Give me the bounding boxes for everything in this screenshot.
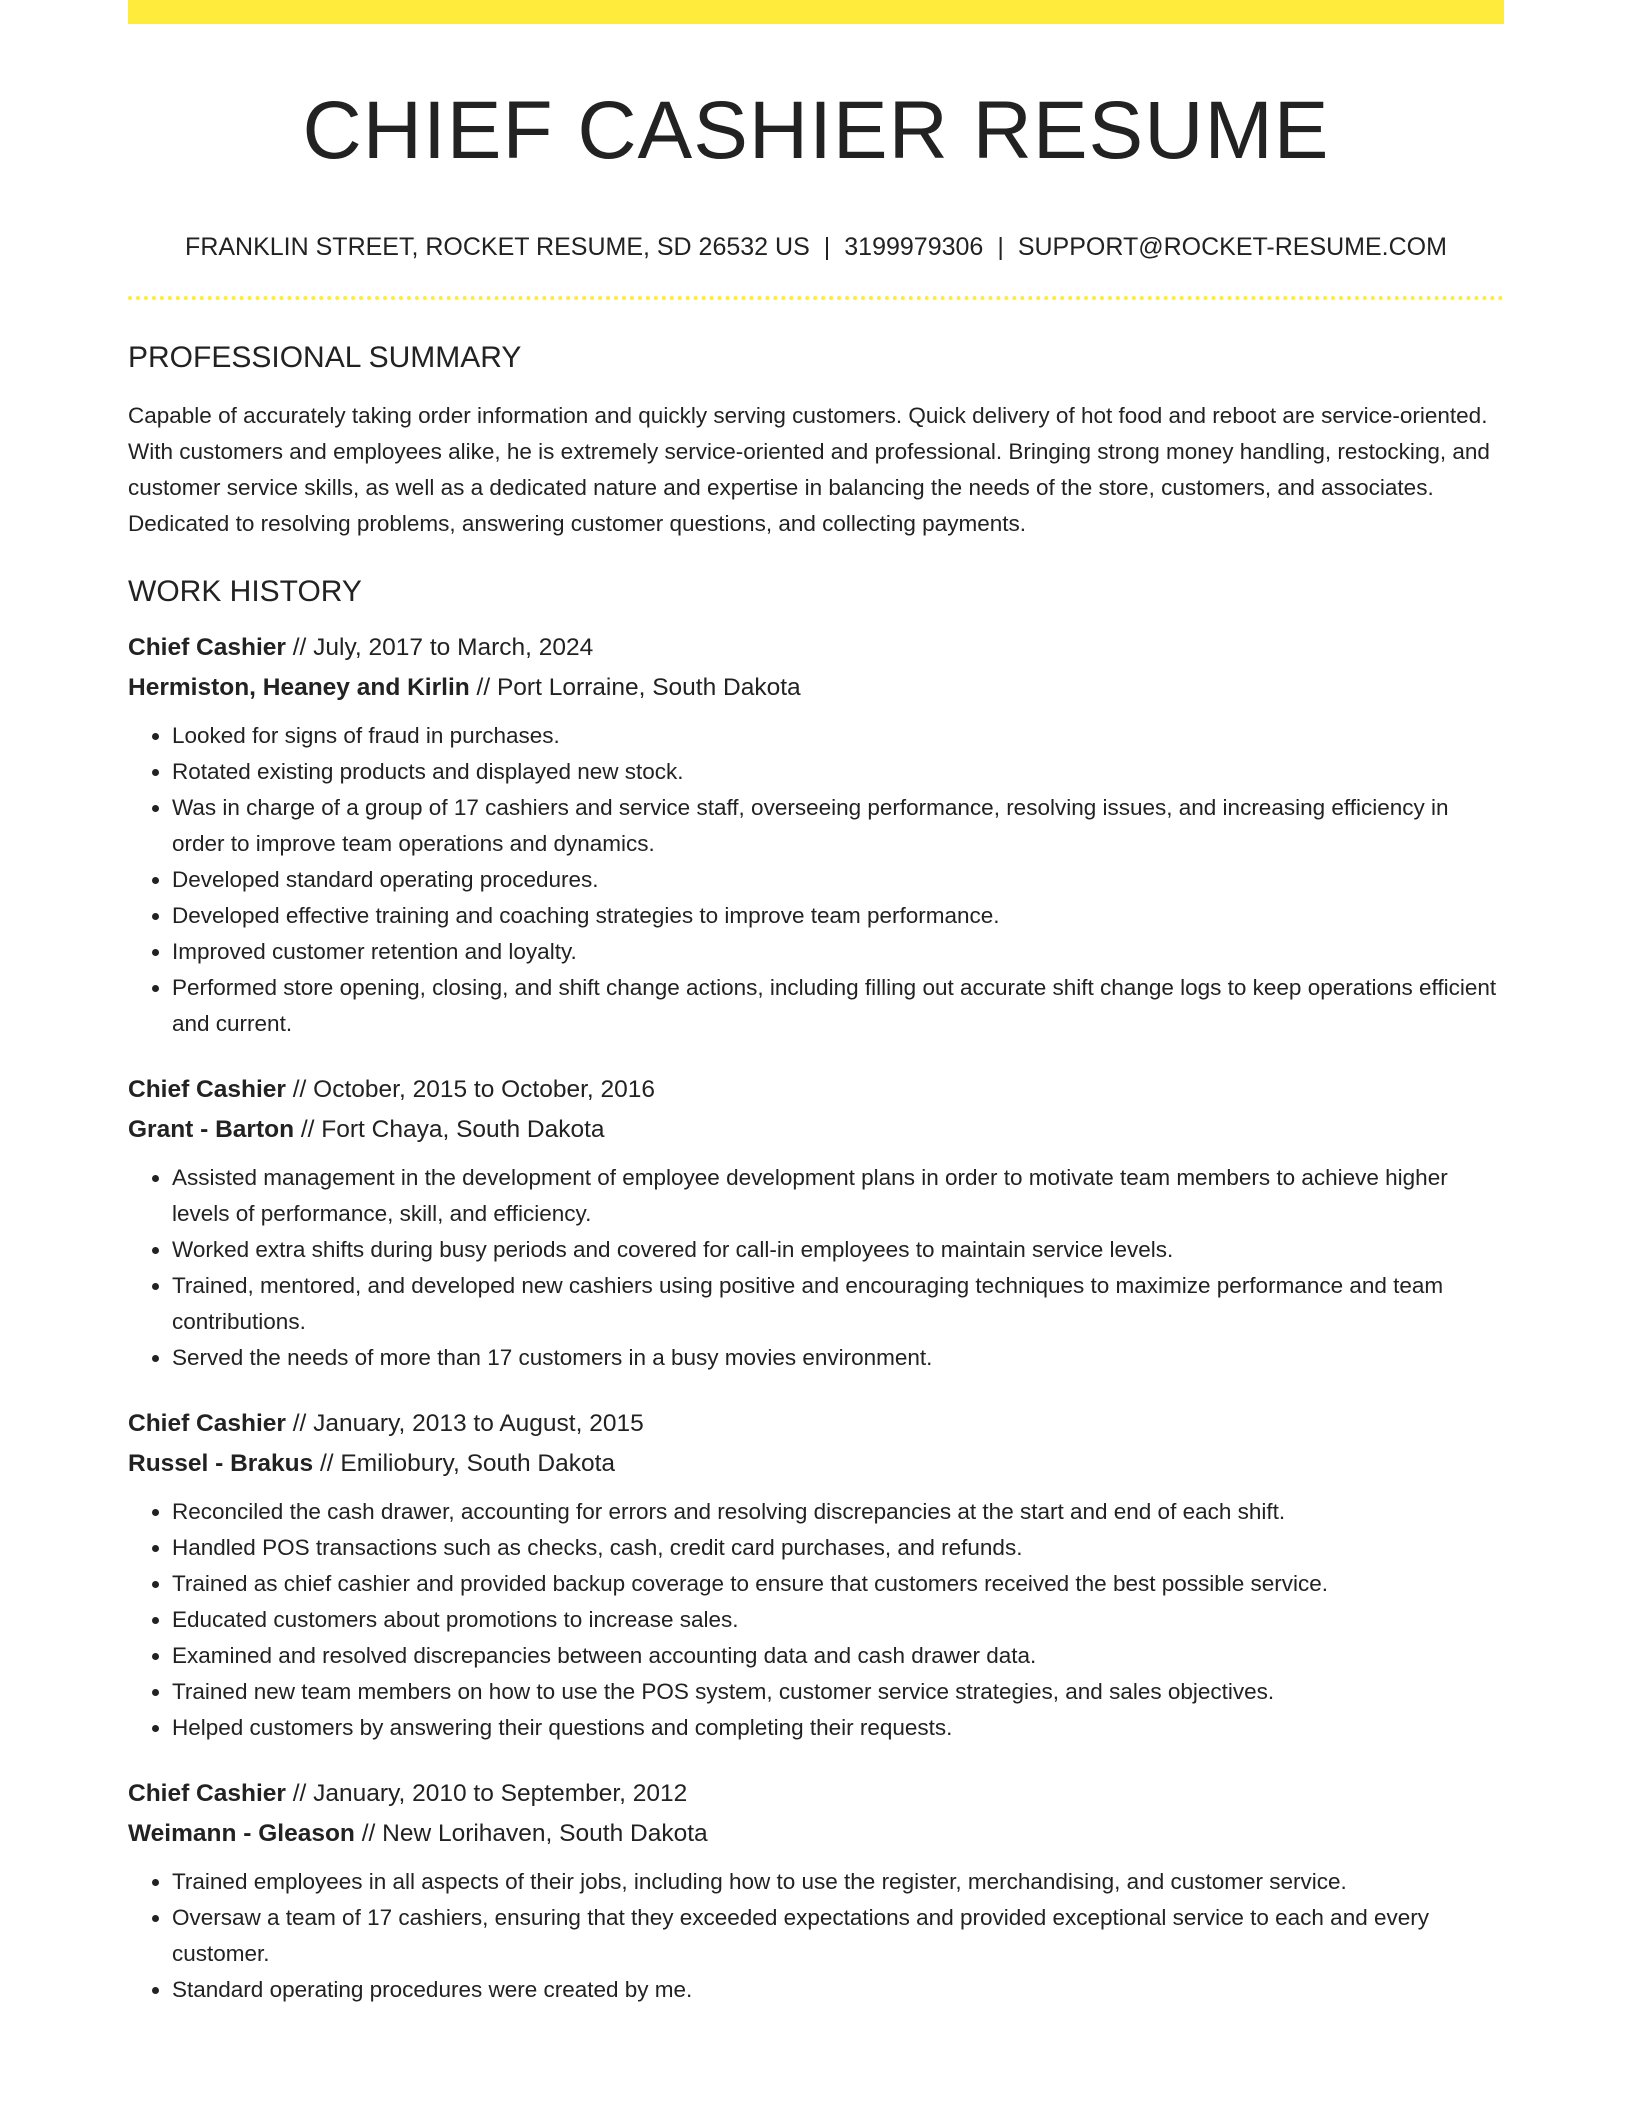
list-item: • Trained employees in all aspects of their jobs, including how to use the register, merchandising, and customer service. <box>172 1864 1504 1900</box>
list-item: • Developed effective training and coaching strategies to improve team performance. <box>172 898 1504 934</box>
job-title: Chief Cashier <box>128 1076 286 1104</box>
job-entry <box>128 1070 1504 1376</box>
list-item: • Reconciled the cash drawer, accounting for errors and resolving discrepancies at the start and end of each shift. <box>172 1494 1504 1530</box>
list-item: • Rotated existing products and displayed new stock. <box>172 754 1504 790</box>
summary-text: Capable of accurately taking order information and quickly serving customers. Quick delivery of hot food and reboot are service-oriented. With customers and employees alike, he is extremely service-oriented and professional. Bringing strong money handling, restocking, and customer service skills, as well as a dedicated nature and expertise in balancing the needs of the store, customers, and associates. Dedicated to resolving problems, answering customer questions, and collecting payments. <box>128 403 1490 537</box>
resume-page <box>128 0 1504 2008</box>
list-item: • Was in charge of a group of 17 cashiers and service staff, overseeing performance, resolving issues, and increasing efficiency in order to improve team operations and dynamics. <box>172 790 1504 862</box>
job-dates: // October, 2015 to October, 2016 <box>285 1076 656 1104</box>
job-title-line <box>128 1774 1504 1814</box>
job-company: Weimann - Gleason <box>128 1820 355 1848</box>
job-company: Hermiston, Heaney and Kirlin <box>128 674 470 702</box>
contact-line <box>128 232 1504 262</box>
accent-top-bar <box>128 0 1504 24</box>
work-history-list <box>128 628 1504 2008</box>
job-title-line <box>128 1404 1504 1444</box>
job-title: Chief Cashier <box>128 1410 286 1438</box>
job-company-line <box>128 1110 1504 1150</box>
dotted-divider <box>128 296 1504 300</box>
list-item: • Improved customer retention and loyalty. <box>172 934 1504 970</box>
list-item: • Trained new team members on how to use the POS system, customer service strategies, and sales objectives. <box>172 1674 1504 1710</box>
job-duties-list <box>128 1864 1504 2008</box>
job-company: Russel - Brakus <box>128 1450 314 1478</box>
list-item: • Handled POS transactions such as checks, cash, credit card purchases, and refunds. <box>172 1530 1504 1566</box>
list-item: • Served the needs of more than 17 customers in a busy movies environment. <box>172 1340 1504 1376</box>
list-item: • Worked extra shifts during busy periods and covered for call-in employees to maintain service levels. <box>172 1232 1504 1268</box>
job-location: // Emiliobury, South Dakota <box>313 1450 616 1478</box>
job-dates: // January, 2013 to August, 2015 <box>285 1410 644 1438</box>
list-item: • Educated customers about promotions to increase sales. <box>172 1602 1504 1638</box>
job-duties-list <box>128 1494 1504 1746</box>
work-history-heading: WORK HISTORY <box>128 575 362 609</box>
list-item: • Trained as chief cashier and provided backup coverage to ensure that customers received the best possible service. <box>172 1566 1504 1602</box>
job-entry <box>128 1404 1504 1746</box>
list-item: • Examined and resolved discrepancies between accounting data and cash drawer data. <box>172 1638 1504 1674</box>
contact-separator: | <box>823 233 831 262</box>
list-item: • Standard operating procedures were created by me. <box>172 1972 1504 2008</box>
job-company-line <box>128 1814 1504 1854</box>
job-location: // New Lorihaven, South Dakota <box>354 1820 708 1848</box>
job-location: // Port Lorraine, South Dakota <box>469 674 801 702</box>
job-duties-list <box>128 718 1504 1042</box>
list-item: • Looked for signs of fraud in purchases. <box>172 718 1504 754</box>
summary-heading: PROFESSIONAL SUMMARY <box>128 341 522 375</box>
job-company-line <box>128 668 1504 708</box>
job-location: // Fort Chaya, South Dakota <box>294 1116 605 1144</box>
contact-email: SUPPORT@ROCKET-RESUME.COM <box>1017 233 1447 262</box>
list-item: • Oversaw a team of 17 cashiers, ensuring that they exceeded expectations and provided exceptional service to each and every customer. <box>172 1900 1504 1972</box>
list-item: • Developed standard operating procedures. <box>172 862 1504 898</box>
job-dates: // January, 2010 to September, 2012 <box>285 1780 688 1808</box>
list-item: • Assisted management in the development of employee development plans in order to motivate team members to achieve higher levels of performance, skill, and efficiency. <box>172 1160 1504 1232</box>
job-title-line <box>128 628 1504 668</box>
contact-address: FRANKLIN STREET, ROCKET RESUME, SD 26532 US <box>185 233 810 262</box>
list-item: • Performed store opening, closing, and shift change actions, including filling out accurate shift change logs to keep operations efficient and current. <box>172 970 1504 1042</box>
job-title-line <box>128 1070 1504 1110</box>
job-entry <box>128 1774 1504 2008</box>
job-company-line <box>128 1444 1504 1484</box>
job-title: Chief Cashier <box>128 1780 286 1808</box>
job-dates: // July, 2017 to March, 2024 <box>285 634 594 662</box>
resume-title: CHIEF CASHIER RESUME <box>302 85 1330 176</box>
job-duties-list <box>128 1160 1504 1376</box>
list-item: • Trained, mentored, and developed new cashiers using positive and encouraging techniques to maximize performance and team contributions. <box>172 1268 1504 1340</box>
list-item: • Helped customers by answering their questions and completing their requests. <box>172 1710 1504 1746</box>
job-company: Grant - Barton <box>128 1116 295 1144</box>
contact-phone: 3199979306 <box>844 233 984 262</box>
job-entry <box>128 628 1504 1042</box>
job-title: Chief Cashier <box>128 634 286 662</box>
contact-separator: | <box>997 233 1004 262</box>
